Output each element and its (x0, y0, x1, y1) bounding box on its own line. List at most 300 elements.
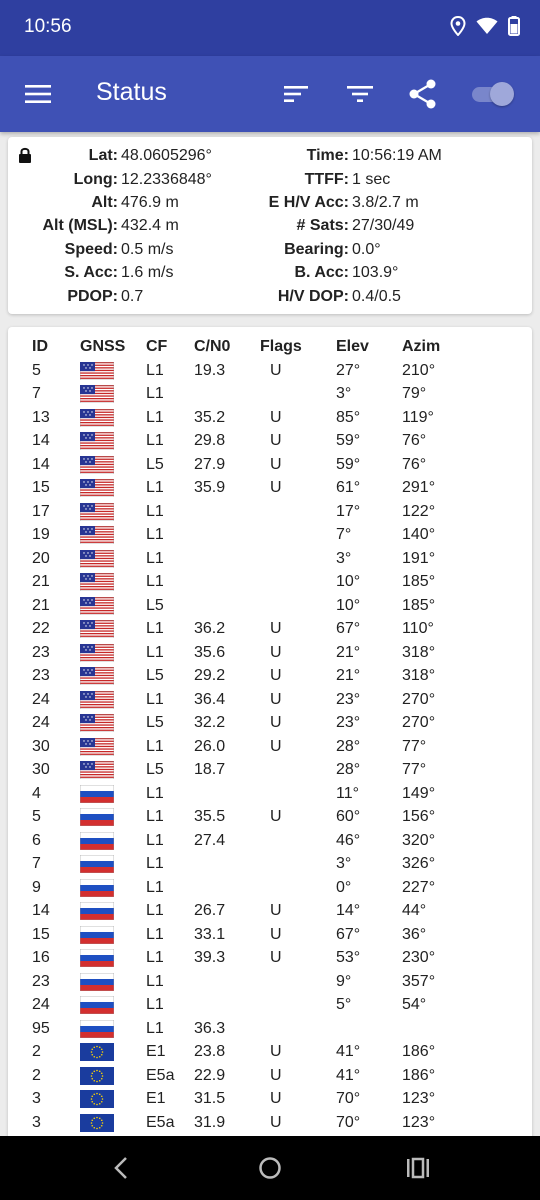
cell-elev: 61° (336, 479, 361, 497)
app-bar (0, 56, 540, 132)
flag-eu-icon (80, 1067, 146, 1085)
cell-id: 2 (32, 1066, 41, 1084)
cell-cn0: 35.5 (194, 808, 226, 826)
sats-label: # Sats: (296, 217, 349, 234)
cell-id: 4 (32, 784, 41, 802)
cell-id: 3 (32, 1090, 41, 1108)
cell-id: 14 (32, 432, 50, 450)
cell-elev: 28° (336, 761, 361, 779)
cell-cf: L1 (146, 479, 164, 497)
flag-russia-icon (80, 926, 146, 944)
cell-elev: 7° (336, 526, 352, 544)
cell-cn0: 26.7 (194, 902, 226, 920)
cell-cn0: 23.8 (194, 1043, 226, 1061)
table-row (32, 359, 462, 383)
cell-cf: L1 (146, 902, 164, 920)
hv-acc-label: E H/V Acc: (268, 194, 349, 211)
cell-azim: 44° (402, 902, 427, 920)
flag-usa-icon (80, 385, 146, 403)
cell-cf: L1 (146, 972, 164, 990)
cell-cn0: 36.2 (194, 620, 226, 638)
cell-cf: L1 (146, 784, 164, 802)
cell-id: 15 (32, 925, 50, 943)
cell-flags (260, 500, 336, 524)
cell-flags: U (270, 714, 282, 732)
cell-gnss (80, 947, 146, 971)
pdop-label: PDOP: (67, 288, 118, 305)
cell-azim: 122° (402, 502, 436, 520)
cell-azim: 119° (402, 408, 434, 426)
flag-eu-icon (80, 1043, 146, 1061)
cell-cf: L5 (146, 667, 164, 685)
long-label: Long: (73, 171, 118, 188)
cell-id: 13 (32, 408, 50, 426)
cell-cf: E5a (146, 1066, 175, 1084)
alt-msl-label: Alt (MSL): (42, 217, 118, 234)
cell-id: 21 (32, 596, 50, 614)
cell-gnss (80, 1017, 146, 1041)
cell-elev: 41° (336, 1043, 361, 1061)
cell-id: 5 (32, 361, 41, 379)
location-icon (450, 16, 466, 36)
menu-icon[interactable] (24, 80, 52, 108)
speed-label: Speed: (64, 241, 118, 258)
bearing-label: Bearing: (284, 241, 349, 258)
cell-cn0: 33.1 (194, 925, 226, 943)
speed-acc-value: 1.6 m/s (121, 264, 174, 281)
cell-flags (260, 547, 336, 571)
cell-elev: 67° (336, 925, 361, 943)
cell-elev: 41° (336, 1066, 361, 1084)
table-row (32, 665, 462, 689)
cell-azim: 54° (402, 996, 427, 1014)
system-status-bar (0, 0, 540, 56)
hv-acc-value: 3.8/2.7 m (352, 194, 419, 211)
cell-azim: 230° (402, 949, 436, 967)
table-row (32, 430, 462, 454)
cell-elev: 53° (336, 949, 361, 967)
table-row (32, 900, 462, 924)
cell-cn0 (194, 594, 260, 618)
table-row (32, 806, 462, 830)
cell-flags: U (270, 808, 282, 826)
flag-russia-icon (80, 855, 146, 873)
cell-cf: L5 (146, 455, 164, 473)
cell-flags: U (270, 620, 282, 638)
cell-azim: 270° (402, 714, 436, 732)
cell-azim: 77° (402, 761, 427, 779)
table-row (32, 524, 462, 548)
cell-elev: 17° (336, 502, 361, 520)
cell-id: 24 (32, 714, 50, 732)
cell-gnss (80, 759, 146, 783)
clock: 10:56 (24, 16, 72, 37)
cell-cf: L1 (146, 361, 164, 379)
cell-id: 23 (32, 972, 50, 990)
alt-label: Alt: (91, 194, 118, 211)
cell-gnss (80, 383, 146, 407)
table-row (32, 853, 462, 877)
recents-icon[interactable] (406, 1156, 430, 1180)
cell-azim: 185° (402, 596, 436, 614)
cell-flags (260, 853, 336, 877)
back-icon[interactable] (112, 1156, 130, 1180)
table-row (32, 477, 462, 501)
cell-id: 9 (32, 878, 41, 896)
cell-gnss (80, 900, 146, 924)
cell-elev: 10° (336, 573, 361, 591)
tracking-toggle[interactable] (472, 82, 516, 106)
cell-gnss (80, 876, 146, 900)
cell-azim: 123° (402, 1090, 436, 1108)
header-cn0[interactable]: C/N0 (194, 338, 231, 355)
table-row (32, 759, 462, 783)
cell-cf: L1 (146, 737, 164, 755)
flag-usa-icon (80, 479, 146, 497)
cell-flags: U (270, 690, 282, 708)
cell-azim: 357° (402, 972, 436, 990)
table-row (32, 994, 462, 1018)
cell-id: 24 (32, 996, 50, 1014)
cell-cf: L1 (146, 526, 164, 544)
header-elev[interactable]: Elev (336, 338, 369, 355)
cell-gnss (80, 571, 146, 595)
cell-gnss (80, 594, 146, 618)
cell-gnss (80, 430, 146, 454)
cell-elev: 70° (336, 1090, 361, 1108)
cell-gnss (80, 641, 146, 665)
cell-cn0: 35.9 (194, 479, 226, 497)
bearing-acc-value: 103.9° (352, 264, 399, 281)
cell-id: 16 (32, 949, 50, 967)
cell-azim: 185° (402, 573, 436, 591)
cell-id: 17 (32, 502, 50, 520)
cell-azim: 318° (402, 643, 436, 661)
cell-gnss (80, 665, 146, 689)
cell-azim: 156° (402, 808, 436, 826)
cell-flags: U (270, 643, 282, 661)
cell-elev: 59° (336, 432, 361, 450)
cell-cf: L5 (146, 714, 164, 732)
cell-elev: 21° (336, 643, 361, 661)
cell-elev: 70° (336, 1113, 361, 1131)
flag-usa-icon (80, 409, 146, 427)
header-azim[interactable]: Azim (402, 338, 441, 355)
table-row (32, 383, 462, 407)
cell-elev: 67° (336, 620, 361, 638)
table-row (32, 594, 462, 618)
cell-elev: 85° (336, 408, 361, 426)
cell-gnss (80, 712, 146, 736)
flag-eu-icon (80, 1114, 146, 1132)
flag-russia-icon (80, 973, 146, 991)
cell-cf: L1 (146, 855, 164, 873)
cell-id: 20 (32, 549, 50, 567)
lat-label: Lat: (88, 147, 118, 164)
table-row (32, 500, 462, 524)
cell-flags (260, 782, 336, 806)
cell-cn0: 39.3 (194, 949, 226, 967)
cell-cn0: 27.4 (194, 831, 226, 849)
cell-gnss (80, 618, 146, 642)
cell-azim: 123° (402, 1113, 436, 1131)
flag-russia-icon (80, 808, 146, 826)
cell-cn0: 32.2 (194, 714, 226, 732)
cell-azim: 191° (402, 549, 436, 567)
cell-cn0 (194, 853, 260, 877)
cell-flags: U (270, 361, 282, 379)
share-icon[interactable] (408, 79, 438, 109)
cell-azim: 291° (402, 479, 436, 497)
cell-cf: L1 (146, 408, 164, 426)
cell-cf: E1 (146, 1043, 166, 1061)
cell-elev: 10° (336, 596, 361, 614)
cell-azim: 140° (402, 526, 436, 544)
cell-gnss (80, 547, 146, 571)
cell-elev: 27° (336, 361, 361, 379)
cell-elev: 60° (336, 808, 361, 826)
flag-eu-icon (80, 1090, 146, 1108)
cell-gnss (80, 406, 146, 430)
cell-cn0: 35.6 (194, 643, 226, 661)
table-row (32, 1111, 462, 1135)
cell-cn0 (194, 500, 260, 524)
hv-dop-value: 0.4/0.5 (352, 288, 401, 305)
cell-gnss (80, 1111, 146, 1135)
cell-azim: 77° (402, 737, 427, 755)
cell-cn0: 36.4 (194, 690, 226, 708)
cell-gnss (80, 1041, 146, 1065)
table-row (32, 618, 462, 642)
cell-cf: L5 (146, 596, 164, 614)
long-value: 12.2336848° (121, 171, 212, 188)
cell-id: 14 (32, 902, 50, 920)
cell-cf: L1 (146, 996, 164, 1014)
cell-elev: 9° (336, 972, 352, 990)
cell-azim: 210° (402, 361, 436, 379)
cell-gnss (80, 500, 146, 524)
satellite-table (32, 335, 462, 1135)
cell-id: 22 (32, 620, 50, 638)
header-id[interactable]: ID (32, 338, 48, 355)
ttff-value: 1 sec (352, 171, 391, 188)
cell-cf: E1 (146, 1090, 166, 1108)
cell-elev: 0° (336, 878, 352, 896)
cell-azim (402, 1017, 462, 1041)
flag-usa-icon (80, 573, 146, 591)
speed-acc-label: S. Acc: (64, 264, 118, 281)
cell-cf: L1 (146, 643, 164, 661)
cell-gnss (80, 1088, 146, 1112)
cell-cf: L1 (146, 573, 164, 591)
flag-usa-icon (80, 691, 146, 709)
header-gnss[interactable]: GNSS (80, 338, 126, 355)
cell-flags (260, 1017, 336, 1041)
cell-flags (260, 524, 336, 548)
cell-elev: 59° (336, 455, 361, 473)
cell-azim: 326° (402, 855, 436, 873)
cell-flags: U (270, 925, 282, 943)
page-title: Status (96, 78, 167, 106)
cell-azim: 320° (402, 831, 436, 849)
header-cf[interactable]: CF (146, 338, 168, 355)
satellite-table-card (8, 327, 532, 1147)
flag-russia-icon (80, 949, 146, 967)
cell-id: 23 (32, 667, 50, 685)
cell-cn0 (194, 547, 260, 571)
cell-azim: 36° (402, 925, 427, 943)
home-icon[interactable] (258, 1156, 282, 1180)
hv-dop-label: H/V DOP: (277, 288, 349, 305)
cell-id: 15 (32, 479, 50, 497)
flag-usa-icon (80, 597, 146, 615)
flag-usa-icon (80, 432, 146, 450)
cell-id: 21 (32, 573, 50, 591)
cell-cn0 (194, 876, 260, 900)
cell-cf: L1 (146, 808, 164, 826)
table-row (32, 1088, 462, 1112)
cell-cn0 (194, 994, 260, 1018)
cell-id: 19 (32, 526, 50, 544)
cell-id: 23 (32, 643, 50, 661)
speed-value: 0.5 m/s (121, 241, 174, 258)
cell-id: 7 (32, 855, 41, 873)
table-row (32, 547, 462, 571)
cell-azim: 110° (402, 620, 434, 638)
cell-flags: U (270, 455, 282, 473)
cell-id: 2 (32, 1043, 41, 1061)
time-label: Time: (306, 147, 349, 164)
sats-value: 27/30/49 (352, 217, 415, 234)
cell-azim: 227° (402, 878, 436, 896)
cell-elev: 14° (336, 902, 361, 920)
cell-azim: 186° (402, 1043, 436, 1061)
cell-elev: 3° (336, 855, 352, 873)
cell-flags: U (270, 408, 282, 426)
cell-azim: 76° (402, 455, 427, 473)
cell-flags: U (270, 1090, 282, 1108)
flag-usa-icon (80, 456, 146, 474)
cell-id: 30 (32, 761, 50, 779)
table-row (32, 571, 462, 595)
cell-cn0: 19.3 (194, 361, 226, 379)
flag-russia-icon (80, 832, 146, 850)
header-flags[interactable]: Flags (260, 338, 302, 355)
cell-flags (260, 594, 336, 618)
cell-id: 5 (32, 808, 41, 826)
cell-cf: L1 (146, 549, 164, 567)
cell-flags (260, 970, 336, 994)
cell-azim: 76° (402, 432, 427, 450)
cell-cf: L1 (146, 620, 164, 638)
flag-usa-icon (80, 761, 146, 779)
flag-usa-icon (80, 620, 146, 638)
filter-icon[interactable] (346, 80, 374, 108)
flag-usa-icon (80, 667, 146, 685)
flag-usa-icon (80, 644, 146, 662)
cell-flags (260, 571, 336, 595)
table-row (32, 735, 462, 759)
table-row (32, 829, 462, 853)
cell-elev: 21° (336, 667, 361, 685)
alt-value: 476.9 m (121, 194, 179, 211)
cell-gnss (80, 688, 146, 712)
cell-elev: 23° (336, 690, 361, 708)
table-row (32, 923, 462, 947)
cell-azim: 318° (402, 667, 436, 685)
cell-cn0: 29.8 (194, 432, 226, 450)
cell-cf: L1 (146, 925, 164, 943)
alt-msl-value: 432.4 m (121, 217, 179, 234)
table-row (32, 688, 462, 712)
flag-russia-icon (80, 902, 146, 920)
cell-gnss (80, 923, 146, 947)
table-row (32, 1041, 462, 1065)
cell-cf: L1 (146, 502, 164, 520)
cell-azim: 270° (402, 690, 436, 708)
table-row (32, 1064, 462, 1088)
ttff-label: TTFF: (304, 171, 349, 188)
cell-id: 30 (32, 737, 50, 755)
cell-gnss (80, 453, 146, 477)
cell-azim: 79° (402, 385, 427, 403)
cell-flags (260, 759, 336, 783)
table-row (32, 947, 462, 971)
cell-gnss (80, 970, 146, 994)
table-row (32, 453, 462, 477)
cell-elev: 5° (336, 996, 352, 1014)
flag-usa-icon (80, 503, 146, 521)
cell-flags: U (270, 1043, 282, 1061)
table-row (32, 782, 462, 806)
cell-cn0 (194, 782, 260, 806)
cell-gnss (80, 782, 146, 806)
flag-russia-icon (80, 996, 146, 1014)
table-row (32, 970, 462, 994)
cell-azim: 186° (402, 1066, 436, 1084)
cell-cn0: 29.2 (194, 667, 226, 685)
table-row (32, 876, 462, 900)
cell-id: 14 (32, 455, 50, 473)
cell-gnss (80, 735, 146, 759)
cell-elev: 11° (336, 784, 360, 802)
table-header-row (32, 335, 462, 359)
cell-azim: 149° (402, 784, 436, 802)
cell-cf: L1 (146, 432, 164, 450)
cell-flags: U (270, 737, 282, 755)
cell-flags (260, 876, 336, 900)
flag-usa-icon (80, 550, 146, 568)
cell-flags (260, 829, 336, 853)
pdop-value: 0.7 (121, 288, 144, 305)
sort-icon[interactable] (282, 80, 310, 108)
time-value: 10:56:19 AM (352, 147, 442, 164)
cell-id: 6 (32, 831, 41, 849)
cell-elev (336, 1017, 402, 1041)
cell-gnss (80, 1064, 146, 1088)
cell-gnss (80, 829, 146, 853)
cell-flags: U (270, 667, 282, 685)
table-row (32, 712, 462, 736)
table-row (32, 1017, 462, 1041)
flag-usa-icon (80, 526, 146, 544)
cell-elev: 46° (336, 831, 361, 849)
wifi-icon (476, 17, 498, 35)
location-status-card (8, 137, 532, 314)
cell-flags: U (270, 949, 282, 967)
cell-cn0 (194, 970, 260, 994)
cell-flags (260, 994, 336, 1018)
